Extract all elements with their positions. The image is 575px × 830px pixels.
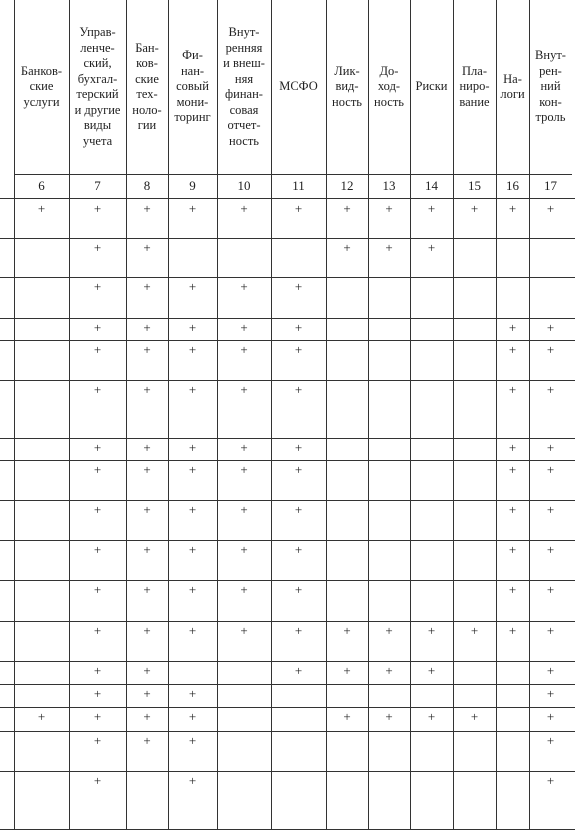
- row-rule: [0, 318, 575, 319]
- plus-mark: +: [240, 320, 248, 335]
- plus-mark: +: [143, 320, 151, 335]
- plus-mark: +: [470, 709, 479, 724]
- column-number: 14: [425, 178, 438, 193]
- plus-mark: +: [188, 773, 197, 788]
- plus-mark: +: [470, 201, 479, 216]
- plus-mark: +: [93, 686, 102, 701]
- row-rule: [0, 500, 575, 501]
- plus-mark: +: [546, 733, 555, 748]
- column-number: 12: [340, 178, 354, 193]
- plus-mark: +: [546, 773, 555, 788]
- column-header: Бан- ков- ские тех- ноло- гии: [132, 40, 162, 132]
- plus-mark: +: [508, 382, 517, 397]
- plus-mark: +: [385, 240, 393, 255]
- plus-mark: +: [508, 462, 517, 477]
- column-number: 10: [237, 178, 251, 193]
- plus-mark: +: [427, 709, 436, 724]
- plus-mark: +: [93, 440, 102, 455]
- plus-mark: +: [93, 342, 102, 357]
- plus-mark: +: [240, 502, 248, 517]
- plus-mark: +: [294, 663, 303, 678]
- plus-mark: +: [546, 201, 555, 216]
- row-rule: [0, 238, 575, 239]
- plus-mark: +: [37, 201, 46, 216]
- plus-mark: +: [143, 582, 151, 597]
- plus-mark: +: [294, 582, 303, 597]
- plus-mark: +: [546, 709, 555, 724]
- row-rule: [0, 684, 575, 685]
- plus-mark: +: [508, 201, 517, 216]
- column-number: 9: [189, 178, 196, 193]
- column-number: 6: [38, 178, 45, 193]
- column-header: Пла- ниро- вание: [459, 63, 490, 109]
- plus-mark: +: [240, 342, 248, 357]
- plus-mark: +: [93, 502, 102, 517]
- plus-mark: +: [188, 382, 197, 397]
- plus-mark: +: [294, 623, 303, 638]
- plus-mark: +: [93, 733, 102, 748]
- plus-mark: +: [93, 320, 102, 335]
- column-header: Банков- ские услуги: [20, 63, 63, 109]
- plus-mark: +: [37, 709, 46, 724]
- plus-mark: +: [143, 382, 151, 397]
- row-rule: [0, 340, 575, 341]
- plus-mark: +: [188, 542, 197, 557]
- plus-mark: +: [546, 582, 555, 597]
- row-rule: [0, 580, 575, 581]
- plus-mark: +: [343, 709, 351, 724]
- plus-mark: +: [188, 201, 197, 216]
- plus-mark: +: [188, 462, 197, 477]
- plus-mark: +: [294, 542, 303, 557]
- plus-mark: +: [385, 709, 393, 724]
- plus-mark: +: [143, 709, 151, 724]
- plus-mark: +: [294, 279, 303, 294]
- plus-mark: +: [427, 240, 436, 255]
- plus-mark: +: [343, 623, 351, 638]
- plus-mark: +: [343, 201, 351, 216]
- plus-mark: +: [143, 542, 151, 557]
- plus-mark: +: [240, 440, 248, 455]
- row-rule: [0, 771, 575, 772]
- plus-mark: +: [240, 542, 248, 557]
- column-header: МСФО: [279, 79, 318, 94]
- plus-mark: +: [546, 440, 555, 455]
- column-header: Риски: [415, 79, 448, 94]
- plus-mark: +: [508, 320, 517, 335]
- plus-mark: +: [143, 279, 151, 294]
- plus-mark: +: [143, 733, 151, 748]
- plus-mark: +: [188, 623, 197, 638]
- plus-mark: +: [427, 623, 436, 638]
- plus-mark: +: [188, 502, 197, 517]
- plus-mark: +: [508, 582, 517, 597]
- plus-mark: +: [546, 462, 555, 477]
- column-number: 16: [506, 178, 519, 193]
- plus-mark: +: [240, 382, 248, 397]
- plus-mark: +: [93, 462, 102, 477]
- column-header: На- логи: [500, 71, 525, 101]
- plus-mark: +: [240, 623, 248, 638]
- plus-mark: +: [188, 686, 197, 701]
- plus-mark: +: [143, 623, 151, 638]
- plus-mark: +: [93, 279, 102, 294]
- plus-mark: +: [508, 542, 517, 557]
- column-header: Внут- ренняя и внеш- няя финан- совая отчет- ность: [223, 25, 265, 148]
- plus-mark: +: [294, 201, 303, 216]
- plus-mark: +: [143, 462, 151, 477]
- plus-mark: +: [294, 320, 303, 335]
- row-rule: [0, 540, 575, 541]
- plus-mark: +: [294, 382, 303, 397]
- plus-mark: +: [427, 201, 436, 216]
- header-rule: [14, 174, 572, 175]
- plus-mark: +: [93, 542, 102, 557]
- column-header: Лик- вид- ность: [332, 63, 362, 109]
- column-number: 7: [94, 178, 101, 193]
- column-number: 8: [143, 178, 151, 193]
- plus-mark: +: [143, 201, 151, 216]
- plus-mark: +: [93, 709, 102, 724]
- row-rule: [0, 661, 575, 662]
- column-header: Внут- рен- ний кон- троль: [535, 48, 566, 125]
- plus-mark: +: [143, 342, 151, 357]
- plus-mark: +: [546, 542, 555, 557]
- row-rule: [0, 438, 575, 439]
- row-rule: [0, 707, 575, 708]
- plus-mark: +: [188, 733, 197, 748]
- plus-mark: +: [188, 342, 197, 357]
- plus-mark: +: [546, 342, 555, 357]
- plus-mark: +: [294, 462, 303, 477]
- row-rule: [0, 277, 575, 278]
- plus-mark: +: [93, 240, 102, 255]
- plus-mark: +: [188, 582, 197, 597]
- column-header: Управ- ленче- ский, бухгал- терский и другие виды учета: [74, 25, 121, 148]
- plus-mark: +: [240, 279, 248, 294]
- plus-mark: +: [93, 623, 102, 638]
- plus-mark: +: [508, 502, 517, 517]
- column-header: Фи- нан- совый мони- торинг: [174, 48, 211, 125]
- number-row-rule: [0, 198, 575, 199]
- plus-mark: +: [546, 382, 555, 397]
- plus-mark: +: [470, 623, 479, 638]
- plus-mark: +: [240, 582, 248, 597]
- plus-mark: +: [188, 440, 197, 455]
- plus-mark: +: [508, 440, 517, 455]
- plus-mark: +: [143, 240, 151, 255]
- column-number: 17: [544, 178, 557, 193]
- column-number: 15: [468, 178, 481, 193]
- plus-mark: +: [546, 623, 555, 638]
- plus-mark: +: [294, 440, 303, 455]
- plus-mark: +: [143, 440, 151, 455]
- plus-mark: +: [188, 320, 197, 335]
- plus-mark: +: [188, 279, 197, 294]
- plus-mark: +: [427, 663, 436, 678]
- plus-mark: +: [143, 686, 151, 701]
- plus-mark: +: [294, 502, 303, 517]
- plus-mark: +: [546, 686, 555, 701]
- plus-mark: +: [546, 663, 555, 678]
- plus-mark: +: [143, 663, 151, 678]
- plus-mark: +: [294, 342, 303, 357]
- column-number: 13: [382, 178, 396, 193]
- plus-mark: +: [508, 342, 517, 357]
- plus-mark: +: [385, 623, 393, 638]
- plus-mark: +: [93, 663, 102, 678]
- plus-mark: +: [93, 201, 102, 216]
- column-number: 11: [292, 178, 305, 193]
- column-header: До- ход- ность: [374, 63, 404, 109]
- plus-mark: +: [385, 201, 393, 216]
- plus-mark: +: [188, 709, 197, 724]
- row-rule: [0, 460, 575, 461]
- row-rule: [0, 731, 575, 732]
- plus-mark: +: [93, 773, 102, 788]
- plus-mark: +: [93, 582, 102, 597]
- plus-mark: +: [343, 663, 351, 678]
- row-rule: [0, 380, 575, 381]
- plus-mark: +: [385, 663, 393, 678]
- plus-mark: +: [93, 382, 102, 397]
- plus-mark: +: [240, 201, 248, 216]
- row-rule: [0, 621, 575, 622]
- plus-mark: +: [240, 462, 248, 477]
- plus-mark: +: [546, 320, 555, 335]
- plus-mark: +: [343, 240, 351, 255]
- plus-mark: +: [143, 502, 151, 517]
- plus-mark: +: [508, 623, 517, 638]
- plus-mark: +: [546, 502, 555, 517]
